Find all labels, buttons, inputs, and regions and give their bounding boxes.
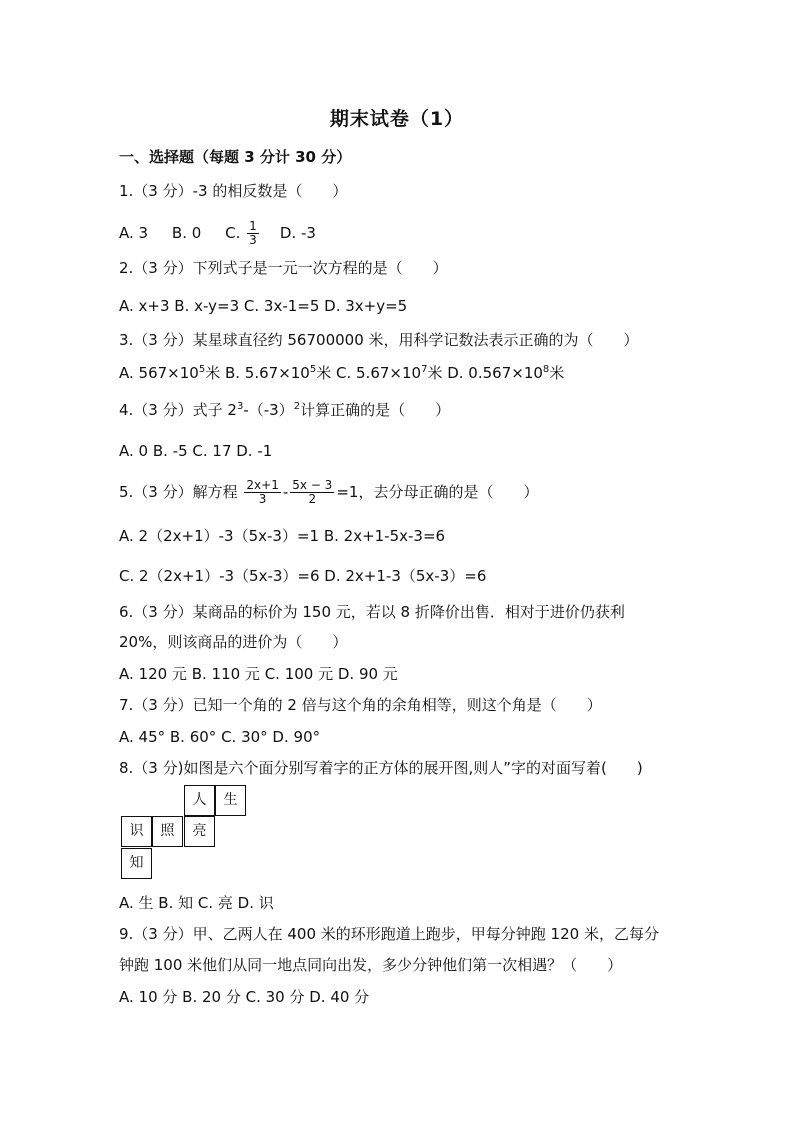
net-face-zhi: 知 — [121, 848, 152, 879]
question-5-options-row-2: C. 2（2x+1）-3（5x-3）=6 D. 2x+1-3（5x-3）=6 — [119, 567, 487, 585]
net-face-zhao: 照 — [152, 816, 183, 847]
section-heading: 一、选择题（每题 3 分计 30 分） — [119, 148, 352, 166]
question-4-stem: 4.（3 分）式子 $2^3-(-3)^2$计算正确的是（ ） — [119, 401, 451, 419]
question-8-options: A. 生 B. 知 C. 亮 D. 识 — [119, 894, 274, 912]
question-5-options-row-1: A. 2（2x+1）-3（5x-3）=1 B. 2x+1-5x-3=6 — [119, 527, 446, 545]
question-7-options: A. 45° B. 60° C. 30° D. 90° — [119, 728, 321, 746]
question-9-options: A. 10 分 B. 20 分 C. 30 分 D. 40 分 — [119, 988, 370, 1006]
option-a: A. 3 — [119, 224, 149, 242]
page-title: 期末试卷（1） — [329, 108, 465, 130]
option-c: C. — [225, 224, 241, 242]
question-2-stem: 2.（3 分）下列式子是一元一次方程的是（ ） — [119, 259, 448, 277]
option-b: B. 0 — [171, 224, 202, 242]
question-5-stem: 5.（3 分）解方程 $\frac{2x+1}{3}$ - $\frac{5x - 3}{2}$ =1，去分母正确的是（ ） — [119, 478, 539, 506]
question-1-stem: 1.（3 分）-3 的相反数是（ ） — [119, 182, 348, 200]
question-6-options: A. 120 元 B. 110 元 C. 100 元 D. 90 元 — [119, 665, 398, 683]
question-9-stem-line-2: 钟跑 100 米他们从同一地点同向出发，多少分钟他们第一次相遇？（ ） — [119, 956, 623, 974]
question-1-options — [119, 220, 316, 247]
option-d: D. -3 — [279, 224, 316, 242]
cube-net-diagram — [121, 785, 251, 885]
question-6-stem-line-1: 6.（3 分）某商品的标价为 150 元，若以 8 折降价出售．相对于进价仍获利 — [119, 603, 625, 621]
fraction-5x-minus-3-over-2: $\frac{5x - 3}{2}$ — [292, 478, 333, 506]
fraction-one-third: $\frac{1}{3}$ — [249, 219, 257, 247]
net-face-liang: 亮 — [184, 816, 215, 847]
question-3-options: A. $567\times 10^5$米 B. $5.67\times 10^5$米 C. $5.67\times 10^7$米 D. $0.567\times 10^8$米 — [119, 364, 565, 382]
question-2-options: A. x+3 B. x-y=3 C. 3x-1=5 D. 3x+y=5 — [119, 297, 408, 315]
net-face-sheng: 生 — [215, 785, 246, 816]
question-7-stem: 7.（3 分）已知一个角的 2 倍与这个角的余角相等，则这个角是（ ） — [119, 696, 602, 714]
net-face-shi: 识 — [121, 816, 152, 847]
question-8-stem: 8.（3 分)如图是六个面分别写着字的正方体的展开图,则人”字的对面写着( ) — [119, 759, 643, 777]
net-face-ren: 人 — [184, 785, 215, 816]
question-6-stem-line-2: 20%，则该商品的进价为（ ） — [119, 633, 348, 651]
question-3-stem: 3.（3 分）某星球直径约 56700000 米，用科学记数法表示正确的为（ ） — [119, 331, 639, 349]
fraction-2x-plus-1-over-3: $\frac{2x+1}{3}$ — [246, 478, 279, 506]
question-9-stem-line-1: 9.（3 分）甲、乙两人在 400 米的环形跑道上跑步，甲每分钟跑 120 米，乙每分 — [119, 925, 659, 943]
question-4-options: A. 0 B. -5 C. 17 D. -1 — [119, 442, 273, 460]
